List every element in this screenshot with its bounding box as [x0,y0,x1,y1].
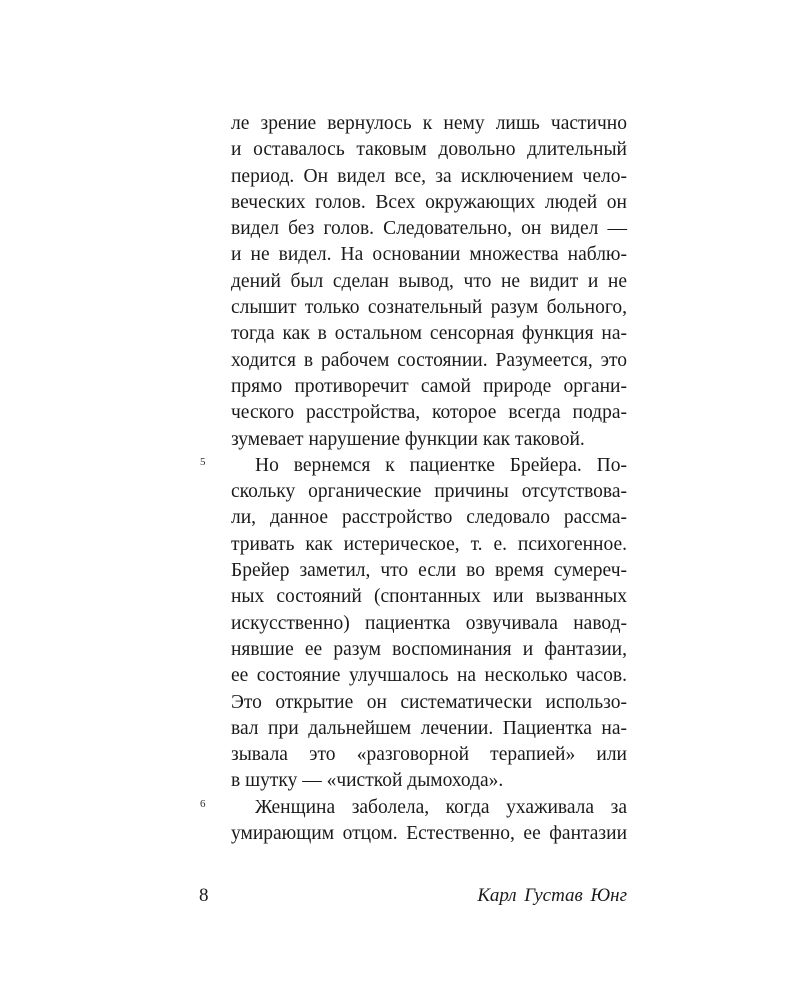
running-footer-author: Карл Густав Юнг [477,885,627,906]
text-line: Женщина заболела, когда ухаживала за [255,796,627,818]
text-line: видел без голов. Следовательно, он видел — [231,218,627,240]
text-line: и оставалось таковым довольно длительный [231,139,627,161]
text-line: искусственно) пациентка озвучивала навод- [231,612,627,634]
text-line: веческих голов. Всех окружающих людей он [231,191,627,213]
text-line: тривать как истерическое, т. е. психогенное. [231,533,627,555]
text-line: Но вернемся к пациентке Брейера. По- [255,454,627,476]
text-line: нявшие ее разум воспоминания и фантазии, [231,638,627,660]
text-line: умирающим отцом. Естественно, ее фантазии [231,823,627,845]
text-line: скольку органические причины отсутствова- [231,481,627,503]
text-line: зывала это «разговорной терапией» или [231,744,627,766]
text-line: слышит только сознательный разум больного, [231,297,627,319]
text-line: зумевает нарушение функции как таковой. [231,428,585,450]
text-line: ходится в рабочем состоянии. Разумеется, это [231,349,627,371]
text-line: ли, данное расстройство следовало рассма- [231,507,627,529]
paragraph-continued [231,111,627,453]
paragraph-5 [200,453,627,795]
text-line: тогда как в остальном сенсорная функция на- [231,323,627,345]
text-line: Это открытие он систематически использо- [231,691,627,713]
text-line: вал при дальнейшем лечении. Пациентка на- [231,717,627,739]
text-line: Брейер заметил, что если во время сумереч- [231,560,627,582]
text-line: ле зрение вернулось к нему лишь частично [231,113,627,134]
text-line: ческого расстройства, которое всегда подра- [231,402,627,424]
paragraph-number: 6 [200,797,206,810]
page-number: 8 [199,885,209,906]
paragraph-number: 5 [200,455,206,468]
text-line: ее состояние улучшалось на несколько часов. [231,665,627,687]
text-line: период. Он видел все, за исключением чело- [231,165,627,187]
text-line: дений был сделан вывод, что не видит и не [231,270,627,292]
body-text [200,111,627,847]
text-line: ных состояний (спонтанных или вызванных [231,586,627,608]
text-line: и не видел. На основании множества наблю- [231,244,627,266]
paragraph-6 [200,795,627,848]
text-line: в шутку — «чисткой дымохода». [231,770,504,792]
text-line: прямо противоречит самой природе органи- [231,375,627,397]
